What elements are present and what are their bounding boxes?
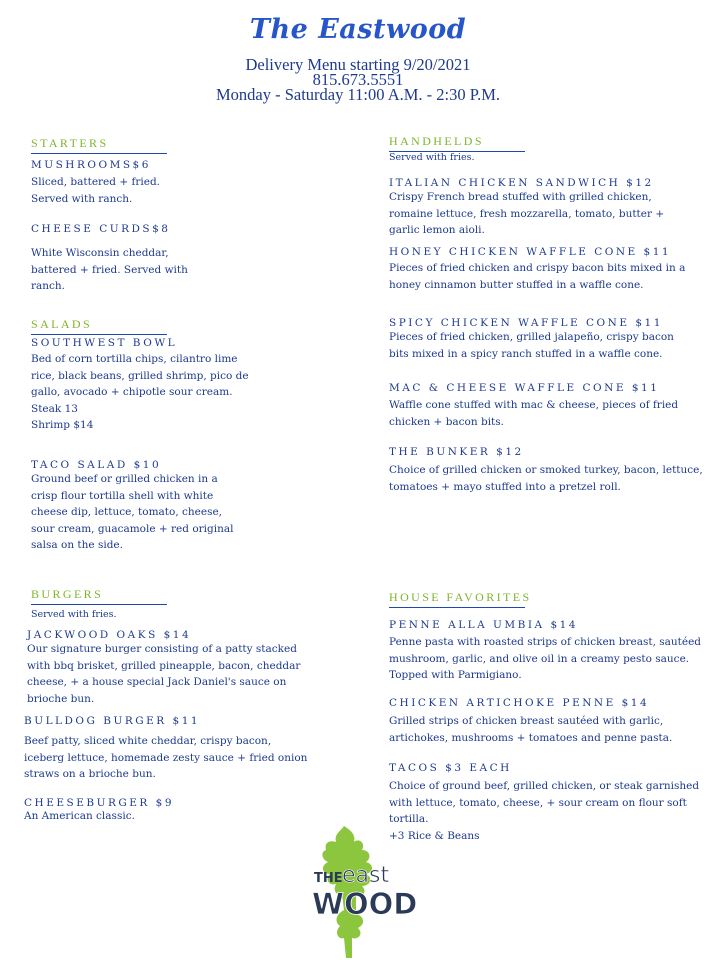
burgers-note: Served with fries.: [31, 609, 117, 620]
item-desc-tacos: Choice of ground beef, grilled chicken, or steak garnished with lettuce, tomato, cheese, + sour cream on flour soft tortilla. +3 Rice & Beans: [389, 780, 700, 842]
item-title-tacos: TACOS $3 EACH: [389, 762, 512, 774]
item-title-southwest-bowl: SOUTHWEST BOWL: [31, 337, 178, 349]
logo-text-the: THE: [314, 871, 343, 886]
item-title-jackwood-oaks: JACKWOOD OAKS $14: [27, 629, 192, 641]
item-desc-honey-chicken-waffle-cone: Pieces of fried chicken and crispy bacon bits mixed in a honey cinnamon butter stuffed in a waffle cone.: [389, 262, 686, 291]
item-desc-cheeseburger: An American classic.: [24, 810, 135, 822]
item-desc-chicken-artichoke-penne: Grilled strips of chicken breast sautéed with garlic, artichokes, mushrooms + tomatoes and penne pasta.: [389, 715, 673, 744]
section-heading-burgers: BURGERS: [31, 587, 167, 605]
item-title-cheeseburger: CHEESEBURGER $9: [24, 797, 175, 809]
phone-number: 815.673.5551: [312, 70, 404, 89]
header-info: [0, 57, 716, 102]
section-heading-starters: STARTERS: [31, 136, 167, 154]
delivery-start-line: Delivery Menu starting 9/20/2021: [245, 55, 471, 74]
item-title-spicy-chicken-waffle-cone: SPICY CHICKEN WAFFLE CONE $11: [389, 317, 663, 329]
item-title-penne-alla-umbia: PENNE ALLA UMBIA $14: [389, 619, 578, 631]
section-heading-house-favorites: HOUSE FAVORITES: [389, 590, 525, 608]
item-title-taco-salad: TACO SALAD $10: [31, 459, 162, 471]
item-title-the-bunker: THE BUNKER $12: [389, 446, 524, 458]
item-title-honey-chicken-waffle-cone: HONEY CHICKEN WAFFLE CONE $11: [389, 246, 672, 258]
item-title-cheese-curds: CHEESE CURDS$8: [31, 223, 171, 235]
handhelds-note: Served with fries.: [389, 152, 475, 163]
logo-text-wood: WOOD: [312, 887, 418, 921]
item-desc-mac-cheese-waffle-cone: Waffle cone stuffed with mac & cheese, pieces of fried chicken + bacon bits.: [389, 399, 679, 428]
item-desc-cheese-curds: White Wisconsin cheddar, battered + fried. Served with ranch.: [31, 247, 188, 292]
item-desc-taco-salad: Ground beef or grilled chicken in a crisp flour tortilla shell with white cheese dip, lettuce, tomato, cheese, sour cream, guacamole + red original salsa on the side.: [31, 473, 234, 551]
item-desc-southwest-bowl: Bed of corn tortilla chips, cilantro lime rice, black beans, grilled shrimp, pico de gallo, avocado + chipotle sour cream. Steak 13 Shrimp $14: [31, 353, 249, 431]
item-title-italian-chicken-sandwich: ITALIAN CHICKEN SANDWICH $12: [389, 177, 654, 189]
item-desc-the-bunker: Choice of grilled chicken or smoked turkey, bacon, lettuce, tomatoes + mayo stuffed into a pretzel roll.: [389, 464, 703, 493]
item-desc-italian-chicken-sandwich: Crispy French bread stuffed with grilled chicken, romaine lettuce, fresh mozzarella, tomato, butter + garlic lemon aioli.: [389, 191, 665, 236]
logo-text-east: east: [342, 863, 390, 888]
item-title-bulldog-burger: BULLDOG BURGER $11: [24, 715, 201, 727]
eastwood-logo: [300, 822, 418, 960]
item-desc-mushrooms: Sliced, battered + fried. Served with ranch.: [31, 176, 160, 205]
item-desc-spicy-chicken-waffle-cone: Pieces of fried chicken, grilled jalapeño, crispy bacon bits mixed in a spicy ranch stuffed in a waffle cone.: [389, 331, 674, 360]
page-title: The Eastwood: [249, 14, 467, 45]
item-desc-jackwood-oaks: Our signature burger consisting of a patty stacked with bbq brisket, grilled pineapple, bacon, cheddar cheese, + a house special Jack Daniel's sauce on brioche bun.: [27, 643, 301, 705]
item-title-mac-cheese-waffle-cone: MAC & CHEESE WAFFLE CONE $11: [389, 382, 660, 394]
item-title-mushrooms: MUSHROOMS$6: [31, 159, 151, 171]
section-heading-handhelds: HANDHELDS: [389, 134, 525, 152]
item-title-chicken-artichoke-penne: CHICKEN ARTICHOKE PENNE $14: [389, 697, 650, 709]
section-heading-salads: SALADS: [31, 317, 167, 335]
item-desc-penne-alla-umbia: Penne pasta with roasted strips of chicken breast, sautéed mushroom, garlic, and olive oil in a creamy pesto sauce. Topped with Parmigiano.: [389, 636, 702, 681]
hours-line: Monday - Saturday 11:00 A.M. - 2:30 P.M.: [215, 85, 500, 104]
item-desc-bulldog-burger: Beef patty, sliced white cheddar, crispy bacon, iceberg lettuce, homemade zesty sauce + fried onion straws on a brioche bun.: [24, 735, 308, 780]
